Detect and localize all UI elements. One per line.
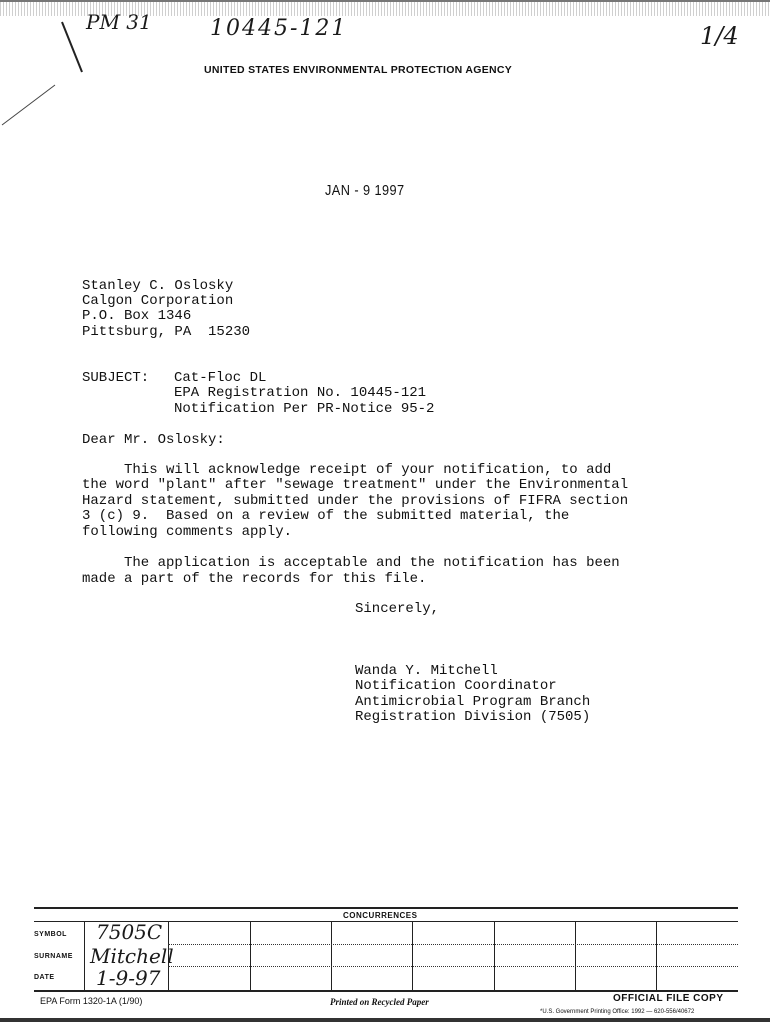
- salutation: Dear Mr. Oslosky:: [82, 432, 225, 448]
- body-line: the word "plant" after "sewage treatment" under the Environmental: [82, 477, 629, 493]
- recycled-paper-note: Printed on Recycled Paper: [330, 997, 429, 1007]
- subject-registration: EPA Registration No. 10445-121: [174, 385, 427, 401]
- recipient-city: Pittsburg, PA 15230: [82, 324, 251, 340]
- surname-handwritten: Mitchell: [90, 944, 174, 968]
- body-line: made a part of the records for this file.: [82, 571, 427, 587]
- handwritten-code: PM 31: [86, 10, 152, 34]
- subject-label: SUBJECT:: [82, 370, 150, 386]
- body-line: The application is acceptable and the notification has been: [82, 555, 620, 571]
- signer-name: Wanda Y. Mitchell: [355, 663, 498, 679]
- symbol-label: SYMBOL: [34, 931, 67, 938]
- form-number: EPA Form 1320-1A (1/90): [40, 996, 143, 1006]
- agency-letterhead: UNITED STATES ENVIRONMENTAL PROTECTION AGENCY: [204, 64, 513, 76]
- recipient-po-box: P.O. Box 1346: [82, 308, 192, 324]
- date-stamp: JAN - 9 1997: [325, 182, 405, 199]
- scan-bottom-edge: [0, 1018, 770, 1022]
- body-line: This will acknowledge receipt of your notification, to add: [82, 462, 612, 478]
- concurrences-heading: CONCURRENCES: [343, 911, 418, 920]
- closing: Sincerely,: [355, 601, 440, 617]
- date-label: DATE: [34, 974, 55, 981]
- symbol-handwritten: 7505C: [96, 920, 163, 944]
- body-line: 3 (c) 9. Based on a review of the submitted material, the: [82, 508, 570, 524]
- recipient-company: Calgon Corporation: [82, 293, 234, 309]
- body-line: Hazard statement, submitted under the provisions of FIFRA section: [82, 493, 629, 509]
- subject-product: Cat-Floc DL: [174, 370, 267, 386]
- handwritten-page-fraction: 1/4: [700, 22, 739, 50]
- signer-title: Notification Coordinator: [355, 678, 557, 694]
- body-line: following comments apply.: [82, 524, 293, 540]
- surname-label: SURNAME: [34, 953, 73, 960]
- subject-notification: Notification Per PR-Notice 95-2: [174, 401, 435, 417]
- handwritten-reg-number: 10445-121: [210, 16, 348, 41]
- date-handwritten: 1-9-97: [96, 966, 161, 990]
- official-file-copy: OFFICIAL FILE COPY: [613, 993, 724, 1004]
- gpo-imprint: *U.S. Government Printing Office: 1992 — 620-556/40672: [540, 1009, 695, 1015]
- signer-branch: Antimicrobial Program Branch: [355, 694, 591, 710]
- signer-division: Registration Division (7505): [355, 709, 591, 725]
- recipient-name: Stanley C. Oslosky: [82, 278, 234, 294]
